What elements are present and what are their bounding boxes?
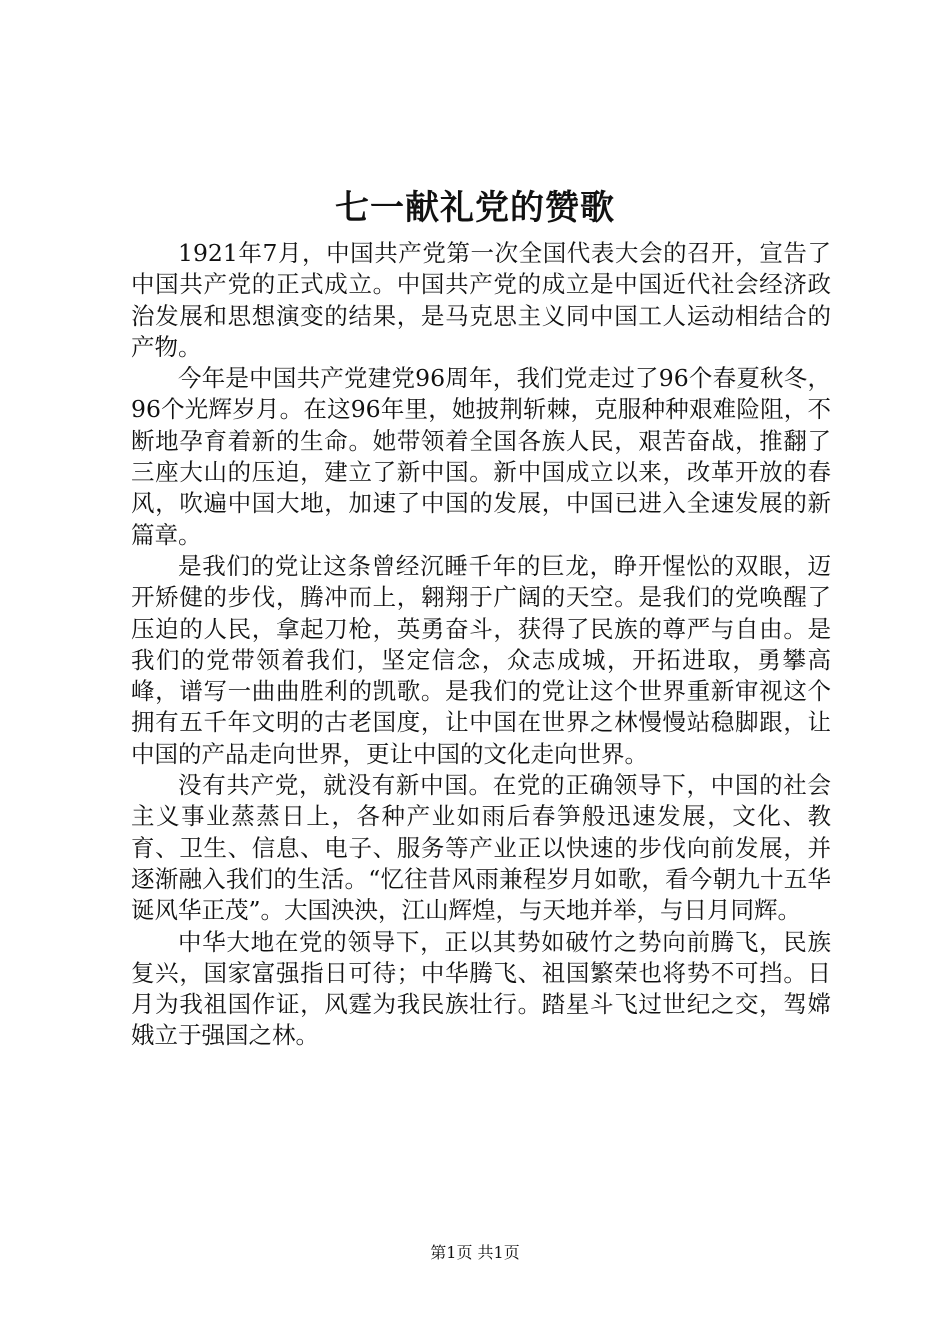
paragraph: 中华大地在党的领导下，正以其势如破竹之势向前腾飞，民族复兴，国家富强指日可待；中华腾飞、祖国繁荣也将势不可挡。日月为我祖国作证，风霆为我民族壮行。踏星斗飞过世纪之交，驾嫦娥立于强国之林。 xyxy=(131,927,831,1050)
paragraph: 是我们的党让这条曾经沉睡千年的巨龙，睁开惺忪的双眼，迈开矫健的步伐，腾冲而上，翱翔于广阔的天空。是我们的党唤醒了压迫的人民，拿起刀枪，英勇奋斗，获得了民族的尊严与自由。是我们的党带领着我们，坚定信念，众志成城，开拓进取，勇攀高峰，谱写一曲曲胜利的凯歌。是我们的党让这个世界重新审视这个拥有五千年文明的古老国度，让中国在世界之林慢慢站稳脚跟，让中国的产品走向世界，更让中国的文化走向世界。 xyxy=(131,551,831,768)
document-body xyxy=(131,238,831,1052)
paragraph: 今年是中国共产党建党96周年，我们党走过了96个春夏秋冬，96个光辉岁月。在这96年里，她披荆斩棘，克服种种艰难险阻，不断地孕育着新的生命。她带领着全国各族人民，艰苦奋战，推翻了三座大山的压迫，建立了新中国。新中国成立以来，改革开放的春风，吹遍中国大地，加速了中国的发展，中国已进入全速发展的新篇章。 xyxy=(131,364,831,549)
paragraph: 没有共产党，就没有新中国。在党的正确领导下，中国的社会主义事业蒸蒸日上，各种产业如雨后春笋般迅速发展，文化、教育、卫生、信息、电子、服务等产业正以快速的步伐向前发展，并逐渐融入我们的生活。“忆往昔风雨兼程岁月如歌，看今朝九十五华诞风华正茂”。大国泱泱，江山辉煌，与天地并举，与日月同辉。 xyxy=(131,771,831,925)
paragraph: 1921年7月，中国共产党第一次全国代表大会的召开，宣告了中国共产党的正式成立。中国共产党的成立是中国近代社会经济政治发展和思想演变的结果，是马克思主义同中国工人运动相结合的产物。 xyxy=(131,239,831,361)
page-title: 七一献礼党的赞歌 xyxy=(335,188,615,228)
page-footer: 第1页 共1页 xyxy=(430,1243,520,1262)
